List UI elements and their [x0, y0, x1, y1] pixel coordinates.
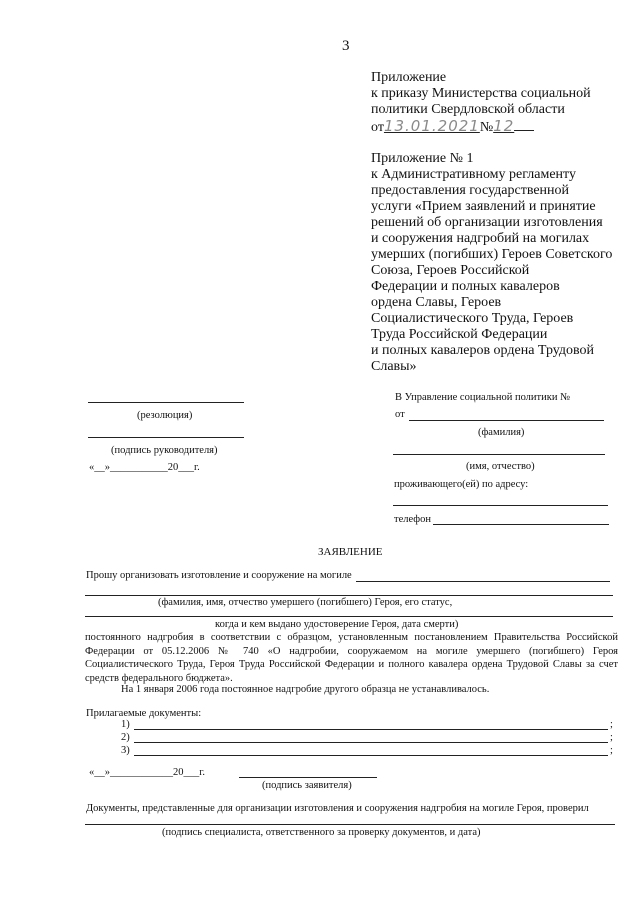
specialist-caption: (подпись специалиста, ответственного за проверку документов, и дата): [162, 827, 481, 838]
regulation-line: и сооружения надгробий на могилах: [371, 231, 590, 246]
regulation-line: решений об организации изготовления: [371, 215, 603, 230]
address-field-line[interactable]: [393, 505, 608, 506]
attached-label: Прилагаемые документы:: [86, 708, 202, 719]
regulation-appendix: [371, 151, 612, 375]
phone-field-line[interactable]: [433, 524, 609, 525]
applicant-signature-label: (подпись заявителя): [262, 780, 352, 791]
regulation-line: Труда Российской Федерации: [371, 327, 548, 342]
certificate-field-line[interactable]: [85, 616, 613, 617]
number-prefix: №: [479, 120, 494, 135]
item-end: ;: [610, 719, 613, 730]
name-label: (имя, отчество): [466, 461, 535, 472]
regulation-line: Союза, Героев Российской: [371, 263, 530, 278]
grave-field-line[interactable]: [356, 581, 610, 582]
specialist-signature-line[interactable]: [85, 824, 615, 825]
addressee-text: В Управление социальной политики №: [395, 392, 571, 403]
order-date-line: [371, 118, 591, 136]
order-appendix-line: политики Свердловской области: [371, 102, 565, 117]
request-line: Прошу организовать изготовление и сооружение на могиле: [86, 570, 352, 581]
deceased-caption: (фамилия, имя, отчество умершего (погибшего) Героя, его статус,: [158, 597, 453, 608]
regulation-line: умерших (погибших) Героев Советского: [371, 247, 613, 262]
handwritten-number: 12: [493, 117, 515, 135]
from-label: от: [395, 409, 405, 420]
statement-body: постоянного надгробия в соответствии с образцом, установленным постановлением Правительства Российской Федерации от 05.12.2006 № 740 «О надгробии, сооружаемом на могиле умершего (погибшего) Героя Социалистического Труда, Героя Труда Российской Федерации и полного кавалера ордена Трудовой Славы за счет средств федерального бюджета».: [85, 632, 618, 684]
phone-label: телефон: [394, 514, 431, 525]
head-signature-label: (подпись руководителя): [111, 445, 218, 456]
resolution-date-field[interactable]: «__»___________20___г.: [89, 462, 200, 473]
name-field-line[interactable]: [393, 454, 605, 455]
statement-title: ЗАЯВЛЕНИЕ: [318, 546, 383, 558]
resolution-label: (резолюция): [137, 410, 193, 421]
attached-item-1: 1): [121, 719, 130, 730]
regulation-line: Славы»: [371, 359, 417, 374]
regulation-line: Федерации и полных кавалеров: [371, 279, 560, 294]
resolution-line[interactable]: [88, 402, 244, 403]
item-end: ;: [610, 732, 613, 743]
item-end: ;: [610, 745, 613, 756]
date-prefix: от: [371, 120, 384, 135]
regulation-line: услуги «Прием заявлений и принятие: [371, 199, 596, 214]
verification-text: Документы, представленные для организации изготовления и сооружения надгробия на могиле Героя, проверил: [86, 803, 589, 814]
residing-label: проживающего(ей) по адресу:: [394, 479, 529, 490]
handwritten-date: 13.01.2021: [383, 117, 480, 135]
from-field-line[interactable]: [409, 420, 604, 421]
order-appendix-line: Приложение: [371, 70, 447, 85]
applicant-signature-line[interactable]: [239, 777, 377, 778]
head-signature-line[interactable]: [88, 437, 244, 438]
order-appendix: [371, 70, 591, 136]
regulation-line: и полных кавалеров ордена Трудовой: [371, 343, 595, 358]
surname-label: (фамилия): [478, 427, 525, 438]
regulation-line: Приложение № 1: [371, 151, 474, 166]
order-appendix-line: к приказу Министерства социальной: [371, 86, 591, 101]
regulation-line: предоставления государственной: [371, 183, 570, 198]
grave-field-line-2[interactable]: [85, 595, 613, 596]
regulation-line: к Административному регламенту: [371, 167, 576, 182]
attached-item-line-2[interactable]: [134, 742, 608, 743]
attached-item-line-3[interactable]: [134, 755, 608, 756]
no-other-tombstone: На 1 января 2006 года постоянное надгробие другого образца не устанавливалось.: [121, 684, 490, 695]
regulation-line: Социалистического Труда, Героев: [371, 311, 574, 326]
regulation-line: ордена Славы, Героев: [371, 295, 502, 310]
page-number: 3: [342, 38, 350, 54]
attached-item-line-1[interactable]: [134, 729, 608, 730]
attached-item-2: 2): [121, 732, 130, 743]
applicant-date-field[interactable]: «__»____________20___г.: [89, 767, 205, 778]
certificate-caption: когда и кем выдано удостоверение Героя, дата смерти): [215, 619, 459, 630]
attached-item-3: 3): [121, 745, 130, 756]
